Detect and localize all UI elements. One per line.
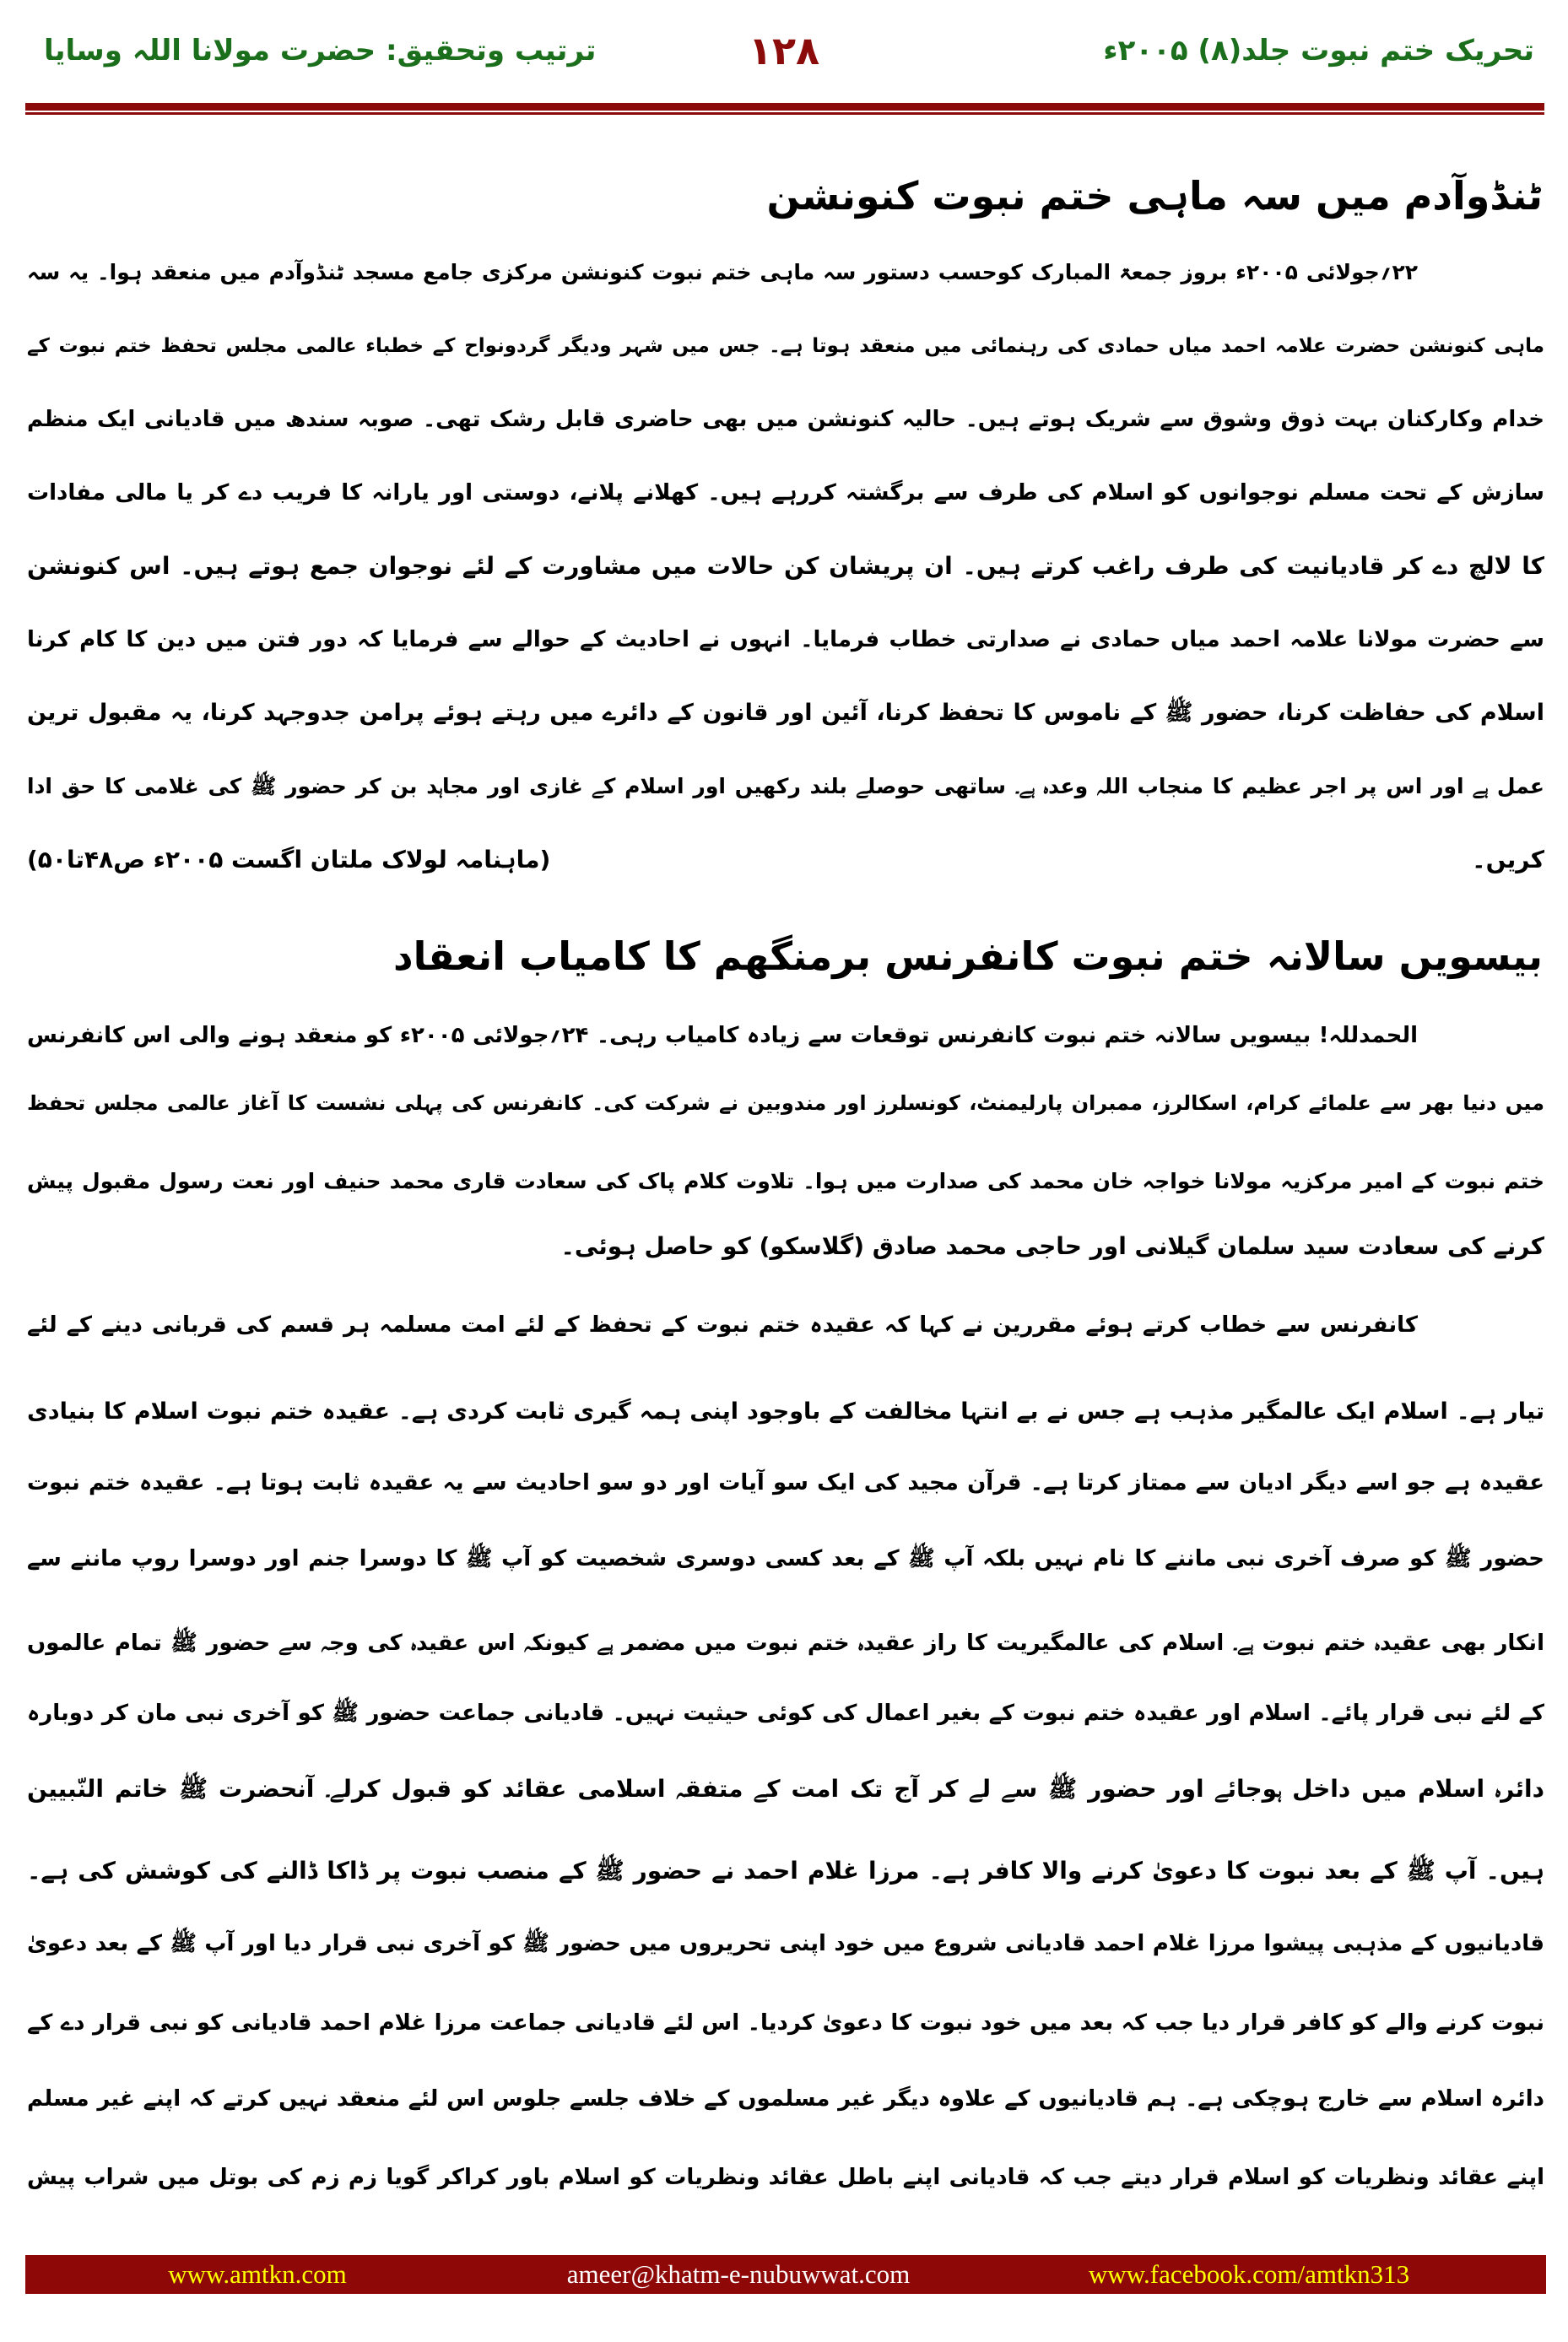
text-line: عقیدہ ہے جو اسے دیگر ادیان سے ممتاز کرتا ہے۔ قرآن مجید کی ایک سو آیات اور دو سو احادیث سے یہ عقیدہ ثابت ہوتا ہے۔ عقیدہ ختم نبوت (27, 1470, 1544, 1496)
text-line: ماہی کنونشن حضرت علامہ احمد میاں حمادی کی رہنمائی میں منعقد ہوتا ہے۔ جس میں شہر ودیگر گردونواح کے خطباء عالمی مجلس تحفظ ختم نبوت کے (27, 335, 1544, 357)
footer-band (25, 2255, 1546, 2294)
text-line: اپنے عقائد ونظریات کو اسلام قرار دیتے جب کہ قادیانی اپنے باطل عقائد ونظریات کو اسلام باور کراکر گویا زم زم کی بوتل میں شراب پیش (27, 2165, 1544, 2190)
text-line: قادیانیوں کے مذہبی پیشوا مرزا غلام احمد قادیانی شروع میں خود اپنی تحریروں میں حضور ﷺ کو آخری نبی قرار دیا اور آپ ﷺ کے بعد دعویٰ (27, 1931, 1544, 1956)
header-rule-thick (25, 103, 1544, 111)
source-reference: (ماہنامہ لولاک ملتان اگست ۲۰۰۵ء ص۴۸تا۵۰) (27, 846, 551, 874)
text-line: حضور ﷺ کو صرف آخری نبی ماننے کا نام نہیں بلکہ آپ ﷺ کے بعد کسی دوسری شخصیت کو آپ ﷺ کا دوسرا جنم اور دوسرا روپ ماننے سے (27, 1546, 1544, 1571)
compiler-credit: ترتیب وتحقیق: حضرت مولانا اللہ وسایا (44, 34, 597, 68)
text-line: تیار ہے۔ اسلام ایک عالمگیر مذہب ہے جس نے بے انتہا مخالفت کے باوجود اپنی ہمہ گیری ثابت کردی ہے۔ عقیدہ ختم نبوت اسلام کا بنیادی (27, 1398, 1544, 1425)
text-line: سے حضرت مولانا علامہ احمد میاں حمادی نے صدارتی خطاب فرمایا۔ انہوں نے احادیث کے حوالے سے فرمایا کہ دور فتن میں دین کا کام کرنا (27, 627, 1544, 652)
website-link[interactable]: www.amtkn.com (168, 2259, 347, 2289)
header-rule-thin (25, 112, 1544, 115)
text-line: عمل ہے اور اس پر اجر عظیم کا منجاب اللہ وعدہ ہے۔ ساتھی حوصلے بلند رکھیں اور اسلام کے غازی اور مجاہد بن کر حضور ﷺ کی غلامی کا حق ادا (27, 774, 1544, 798)
email-link[interactable]: ameer@khatm-e-nubuwwat.com (566, 2259, 911, 2289)
text-line: ۲۲؍جولائی ۲۰۰۵ء بروز جمعۃ المبارک کوحسب دستور سہ ماہی ختم نبوت کنونشن مرکزی جامع مسجد ٹنڈوآدم میں منعقد ہوا۔ یہ سہ (27, 260, 1418, 284)
text-line: دائرہ اسلام سے خارج ہوچکی ہے۔ ہم قادیانیوں کے علاوہ دیگر غیر مسلموں کے خلاف جلسے جلوس اس لئے منعقد نہیں کرتے کہ اپنے غیر مسلم (27, 2086, 1544, 2112)
text-line: کا لالچ دے کر قادیانیت کی طرف راغب کرتے ہیں۔ ان پریشان کن حالات میں مشاورت کے لئے نوجوان جمع ہوتے ہیں۔ اس کنونشن (27, 552, 1544, 580)
book-title: تحریک ختم نبوت جلد(۸) ۲۰۰۵ء (1103, 34, 1534, 68)
facebook-link[interactable]: www.facebook.com/amtkn313 (1088, 2259, 1410, 2289)
text-line: ختم نبوت کے امیر مرکزیہ مولانا خواجہ خان محمد کی صدارت میں ہوا۔ تلاوت کلام پاک کی سعادت قاری محمد حنیف اور نعت رسول مقبول پیش (27, 1169, 1544, 1193)
section-heading: ٹنڈوآدم میں سہ ماہی ختم نبوت کنونشن (766, 173, 1543, 219)
text-line: نبوت کرنے والے کو کافر قرار دیا جب کہ بعد میں خود نبوت کا دعویٰ کردیا۔ اس لئے قادیانی جماعت مرزا غلام احمد قادیانی کو نبی قرار دے کے (27, 2010, 1544, 2036)
text-line: اسلام کی حفاظت کرنا، حضور ﷺ کے ناموس کا تحفظ کرنا، آئین اور قانون کے دائرے میں رہتے ہوئے پرامن جدوجہد کرنا، یہ مقبول ترین (27, 700, 1544, 726)
text-line: دائرہ اسلام میں داخل ہوجائے اور حضور ﷺ سے لے کر آج تک امت کے متفقہ اسلامی عقائد کو قبول کرلے۔ آنحضرت ﷺ خاتم النّبیین (27, 1775, 1544, 1803)
page-number: ۱۲۸ (748, 28, 820, 73)
text-line: انکار بھی عقیدہ ختم نبوت ہے۔ اسلام کی عالمگیریت کا راز عقیدہ ختم نبوت میں مضمر ہے کیونکہ اس عقیدہ کی وجہ سے حضور ﷺ تمام عالموں (27, 1631, 1544, 1656)
text-line: میں دنیا بھر سے علمائے کرام، اسکالرز، ممبران پارلیمنٹ، کونسلرز اور مندوبین نے شرکت کی۔ کانفرنس کی پہلی نشست کا آغاز عالمی مجلس تحفظ (27, 1091, 1544, 1115)
text-line: کانفرنس سے خطاب کرتے ہوئے مقررین نے کہا کہ عقیدہ ختم نبوت کے تحفظ کے لئے امت مسلمہ ہر قسم کی قربانی دینے کے لئے (27, 1312, 1418, 1338)
text-line: ہیں۔ آپ ﷺ کے بعد نبوت کا دعویٰ کرنے والا کافر ہے۔ مرزا غلام احمد نے حضور ﷺ کے منصب نبوت پر ڈاکا ڈالنے کی کوشش کی ہے۔ (27, 1857, 1544, 1885)
text-line: کرنے کی سعادت سید سلمان گیلانی اور حاجی محمد صادق (گلاسکو) کو حاصل ہوئی۔ (560, 1232, 1544, 1260)
section-heading: بیسویں سالانہ ختم نبوت کانفرنس برمنگھم کا کامیاب انعقاد (392, 933, 1543, 979)
text-line: الحمدللہ! بیسویں سالانہ ختم نبوت کانفرنس توقعات سے زیادہ کامیاب رہی۔ ۲۴؍جولائی ۲۰۰۵ء کو منعقد ہونے والی اس کانفرنس (27, 1023, 1418, 1048)
text-line: سازش کے تحت مسلم نوجوانوں کو اسلام کی طرف سے برگشتہ کررہے ہیں۔ کھلانے پلانے، دوستی اور یارانہ کا فریب دے کر یا مالی مفادات (27, 480, 1544, 506)
text-line: کے لئے نبی قرار پائے۔ اسلام اور عقیدہ ختم نبوت کے بغیر اعمال کی کوئی حیثیت نہیں۔ قادیانی جماعت حضور ﷺ کو آخری نبی مان کر دوبارہ (27, 1701, 1544, 1726)
text-line: کریں۔ (1472, 846, 1544, 874)
text-line: خدام وکارکنان بہت ذوق وشوق سے شریک ہوتے ہیں۔ حالیہ کنونشن میں بھی حاضری قابل رشک تھی۔ صوبہ سندھ میں قادیانی ایک منظم (27, 407, 1544, 432)
